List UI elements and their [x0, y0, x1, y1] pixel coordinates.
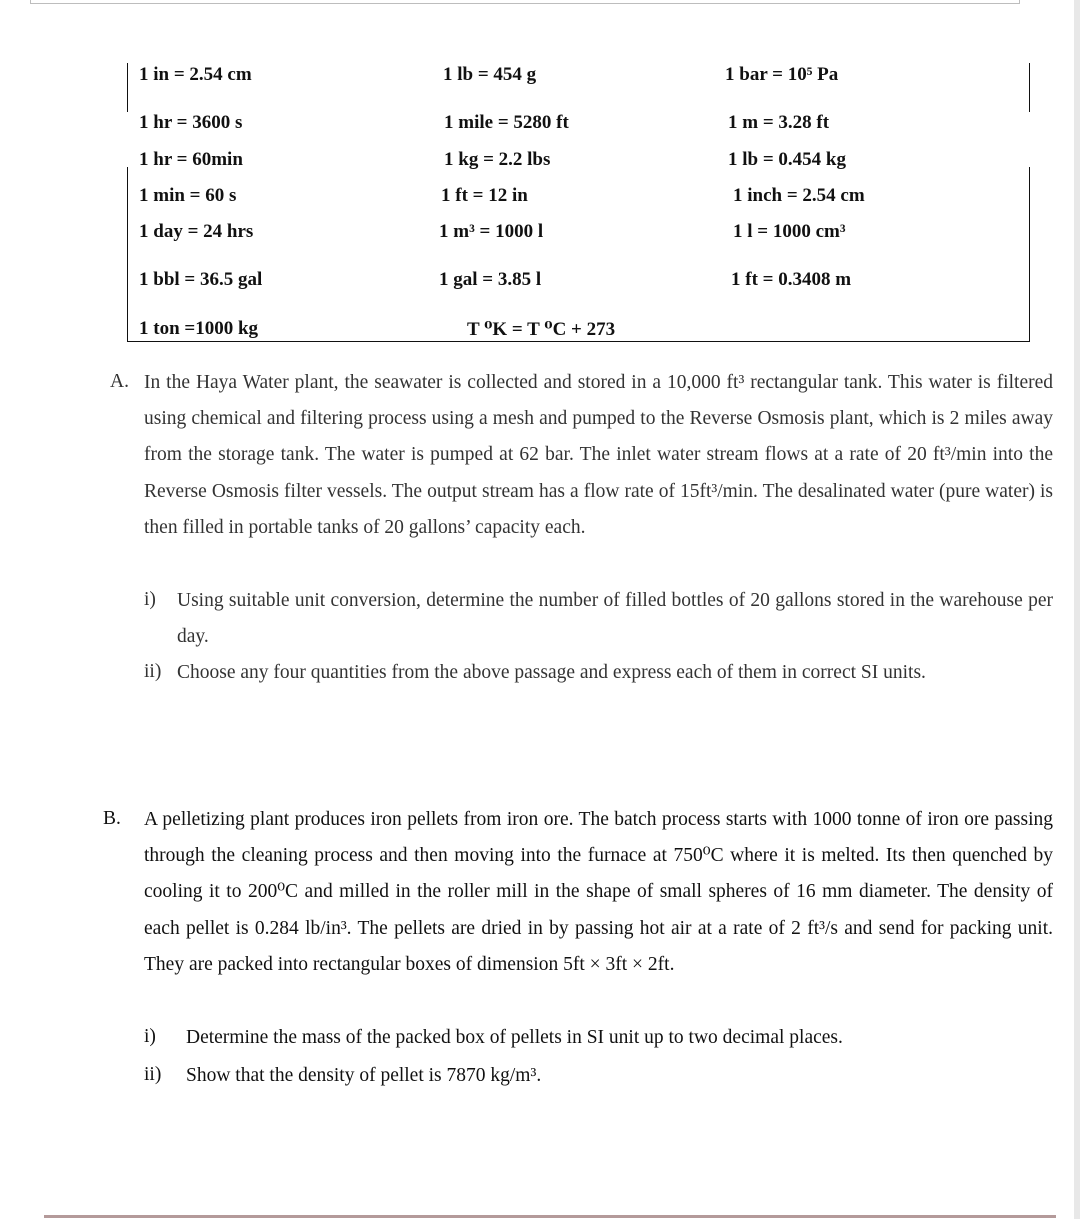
table-cell: 1 gal = 3.85 l: [439, 269, 542, 290]
table-cell: 1 bar = 10⁵ Pa: [725, 64, 839, 85]
table-border-gap-right: [1029, 112, 1030, 167]
table-cell: 1 hr = 3600 s: [139, 112, 243, 133]
table-cell: 1 lb = 0.454 kg: [728, 149, 846, 170]
table-cell: 1 ton =1000 kg: [139, 318, 259, 339]
question-b-marker: B.: [103, 808, 121, 829]
table-cell: 1 kg = 2.2 lbs: [444, 149, 551, 170]
table-left-border: [127, 63, 128, 342]
page-top-border: [30, 0, 1020, 4]
question-b-part-text: Determine the mass of the packed box of pellets in SI unit up to two decimal places.: [186, 1027, 843, 1048]
conversion-table: [127, 63, 1030, 342]
question-a-part-text: Using suitable unit conversion, determine the number of filled bottles of 20 gallons stored in the warehouse per day.: [177, 590, 1053, 648]
table-cell: 1 bbl = 36.5 gal: [139, 269, 263, 290]
table-border-gap-left: [127, 112, 128, 167]
table-cell: 1 ft = 12 in: [441, 185, 528, 206]
question-a-part-marker: i): [144, 589, 156, 610]
question-b-part-marker: ii): [144, 1064, 162, 1085]
table-cell: 1 ft = 0.3408 m: [731, 269, 852, 290]
question-b-part-marker: i): [144, 1026, 156, 1047]
table-cell: 1 mile = 5280 ft: [444, 112, 569, 133]
page-bottom-rule: [44, 1215, 1056, 1218]
table-cell: 1 inch = 2.54 cm: [733, 185, 865, 206]
table-bottom-border: [127, 341, 1030, 342]
table-cell: 1 day = 24 hrs: [139, 221, 254, 242]
table-cell: 1 l = 1000 cm³: [733, 221, 846, 242]
question-a-part-marker: ii): [144, 661, 162, 682]
table-cell: 1 lb = 454 g: [443, 64, 537, 85]
table-cell: 1 min = 60 s: [139, 185, 237, 206]
question-a-text: In the Haya Water plant, the seawater is collected and stored in a 10,000 ft³ rectangular tank. This water is filtered using chemical and filtering process using a mesh and pumped to the Reverse Osmosis plant, which is 2 miles away from the storage tank. The water is pumped at 62 bar. The inlet water stream flows at a rate of 20 ft³/min into the Reverse Osmosis filter vessels. The output stream has a flow rate of 15ft³/min. The desalinated water (pure water) is then filled in portable tanks of 20 gallons’ capacity each.: [144, 372, 1053, 538]
table-right-border: [1029, 63, 1030, 342]
table-cell: 1 m = 3.28 ft: [728, 112, 830, 133]
question-b-text: A pelletizing plant produces iron pellets from iron ore. The batch process starts with 1000 tonne of iron ore passing through the cleaning process and then moving into the furnace at 750⁰C where it is melted. Its then quenched by cooling it to 200⁰C and milled in the roller mill in the shape of small spheres of 16 mm diameter. The density of each pellet is 0.284 lb/in³. The pellets are dried in by passing hot air at a rate of 2 ft³/s and send for packing unit. They are packed into rectangular boxes of dimension 5ft × 3ft × 2ft.: [144, 809, 1053, 975]
question-b-part-text: Show that the density of pellet is 7870 kg/m³.: [186, 1065, 542, 1086]
question-a-part-text: Choose any four quantities from the above passage and express each of them in correct SI units.: [177, 662, 926, 683]
table-cell: T ⁰K = T ⁰C + 273: [467, 319, 616, 340]
question-a-marker: A.: [110, 371, 129, 392]
page-right-edge: [1074, 0, 1080, 1219]
table-cell: 1 m³ = 1000 l: [439, 221, 544, 242]
table-cell: 1 hr = 60min: [139, 149, 243, 170]
table-cell: 1 in = 2.54 cm: [139, 64, 252, 85]
